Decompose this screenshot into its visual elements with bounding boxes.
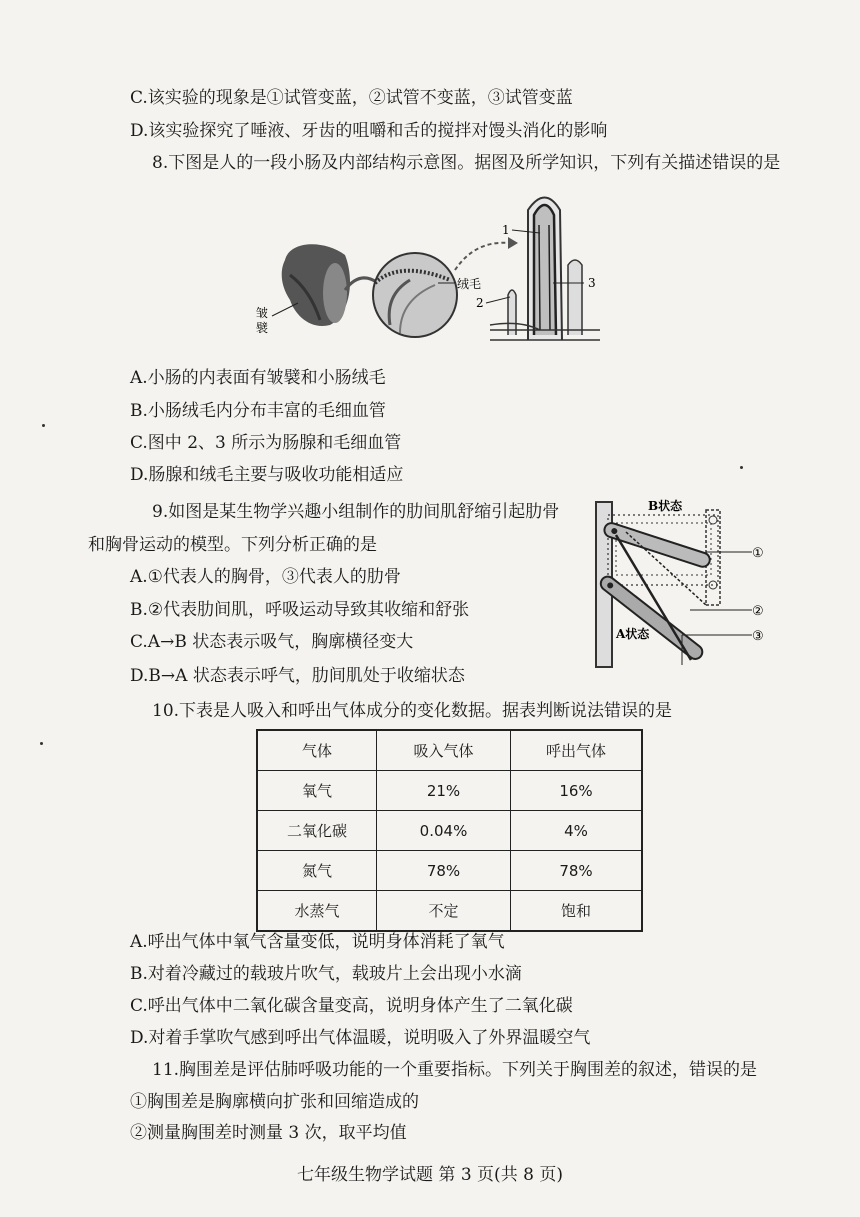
cell-exhaled: 4% bbox=[511, 811, 643, 851]
label-2: 2 bbox=[476, 296, 484, 310]
q9-stem-line1: 9.如图是某生物学兴趣小组制作的肋间肌舒缩引起肋骨 bbox=[152, 502, 560, 522]
q10-option-c: C.呼出气体中二氧化碳含量变高，说明身体产生了二氧化碳 bbox=[130, 996, 573, 1016]
state-a-label: A状态 bbox=[616, 627, 650, 641]
q9-option-c: C.A→B 状态表示吸气，胸廓横径变大 bbox=[130, 632, 414, 652]
scan-speck bbox=[42, 424, 45, 427]
q9-option-a: A.①代表人的胸骨，③代表人的肋骨 bbox=[130, 567, 401, 587]
cell-exhaled: 16% bbox=[511, 771, 643, 811]
cell-gas: 氮气 bbox=[257, 851, 377, 891]
villus-label: 绒毛 bbox=[457, 277, 482, 291]
table-header-row bbox=[257, 730, 642, 771]
header-inhaled: 吸入气体 bbox=[377, 730, 511, 771]
page-footer: 七年级生物学试题 第 3 页(共 8 页) bbox=[297, 1165, 563, 1185]
table-row bbox=[257, 811, 642, 851]
label-1: 1 bbox=[502, 223, 510, 237]
header-exhaled: 呼出气体 bbox=[511, 730, 643, 771]
marker-1: ① bbox=[752, 546, 764, 561]
table-row bbox=[257, 851, 642, 891]
cell-exhaled: 饱和 bbox=[511, 891, 643, 932]
marker-2: ② bbox=[752, 604, 764, 619]
scan-speck bbox=[740, 466, 743, 469]
gas-composition-table bbox=[256, 729, 643, 932]
q11-item-2: ②测量胸围差时测量 3 次，取平均值 bbox=[130, 1123, 407, 1143]
cell-inhaled: 21% bbox=[377, 771, 511, 811]
cell-inhaled: 不定 bbox=[377, 891, 511, 932]
q10-option-d: D.对着手掌吹气感到呼出气体温暖，说明吸入了外界温暖空气 bbox=[130, 1028, 591, 1048]
label-3: 3 bbox=[588, 276, 596, 290]
table-row bbox=[257, 891, 642, 932]
q8-option-b: B.小肠绒毛内分布丰富的毛细血管 bbox=[130, 401, 386, 421]
cell-exhaled: 78% bbox=[511, 851, 643, 891]
fold-label-bottom: 襞 bbox=[256, 321, 269, 335]
q7-option-c: C.该实验的现象是①试管变蓝，②试管不变蓝，③试管变蓝 bbox=[130, 88, 573, 108]
q8-stem: 8.下图是人的一段小肠及内部结构示意图。据图及所学知识，下列有关描述错误的是 bbox=[152, 153, 781, 173]
villus-structure bbox=[490, 198, 600, 341]
marker-3: ③ bbox=[752, 629, 764, 644]
q11-stem: 11.胸围差是评估肺呼吸功能的一个重要指标。下列关于胸围差的叙述，错误的是 bbox=[152, 1060, 758, 1080]
small-intestine-figure bbox=[250, 185, 620, 355]
cell-gas: 二氧化碳 bbox=[257, 811, 377, 851]
cell-inhaled: 78% bbox=[377, 851, 511, 891]
q11-item-1: ①胸围差是胸廓横向扩张和回缩造成的 bbox=[130, 1092, 419, 1112]
q10-stem: 10.下表是人吸入和呼出气体成分的变化数据。据表判断说法错误的是 bbox=[152, 701, 673, 721]
q9-option-d: D.B→A 状态表示呼气，肋间肌处于收缩状态 bbox=[130, 666, 465, 686]
q9-stem-line2: 和胸骨运动的模型。下列分析正确的是 bbox=[88, 535, 377, 555]
magnified-circle bbox=[373, 253, 457, 337]
q8-option-d: D.肠腺和绒毛主要与吸收功能相适应 bbox=[130, 465, 404, 485]
q8-option-a: A.小肠的内表面有皱襞和小肠绒毛 bbox=[130, 368, 386, 388]
fold-label-top: 皱 bbox=[256, 306, 269, 320]
q9-option-b: B.②代表肋间肌，呼吸运动导致其收缩和舒张 bbox=[130, 600, 470, 620]
rib-model-figure bbox=[586, 490, 776, 680]
q7-option-d: D.该实验探究了唾液、牙齿的咀嚼和舌的搅拌对馒头消化的影响 bbox=[130, 121, 608, 141]
q10-option-a: A.呼出气体中氧气含量变低，说明身体消耗了氧气 bbox=[130, 932, 505, 952]
intestine-segment bbox=[282, 244, 350, 326]
cell-inhaled: 0.04% bbox=[377, 811, 511, 851]
q10-option-b: B.对着冷藏过的载玻片吹气，载玻片上会出现小水滴 bbox=[130, 964, 522, 984]
table-row bbox=[257, 771, 642, 811]
header-gas: 气体 bbox=[257, 730, 377, 771]
cell-gas: 氧气 bbox=[257, 771, 377, 811]
state-b-label: B状态 bbox=[648, 499, 683, 513]
scan-speck bbox=[40, 742, 43, 745]
q8-option-c: C.图中 2、3 所示为肠腺和毛细血管 bbox=[130, 433, 402, 453]
cell-gas: 水蒸气 bbox=[257, 891, 377, 932]
